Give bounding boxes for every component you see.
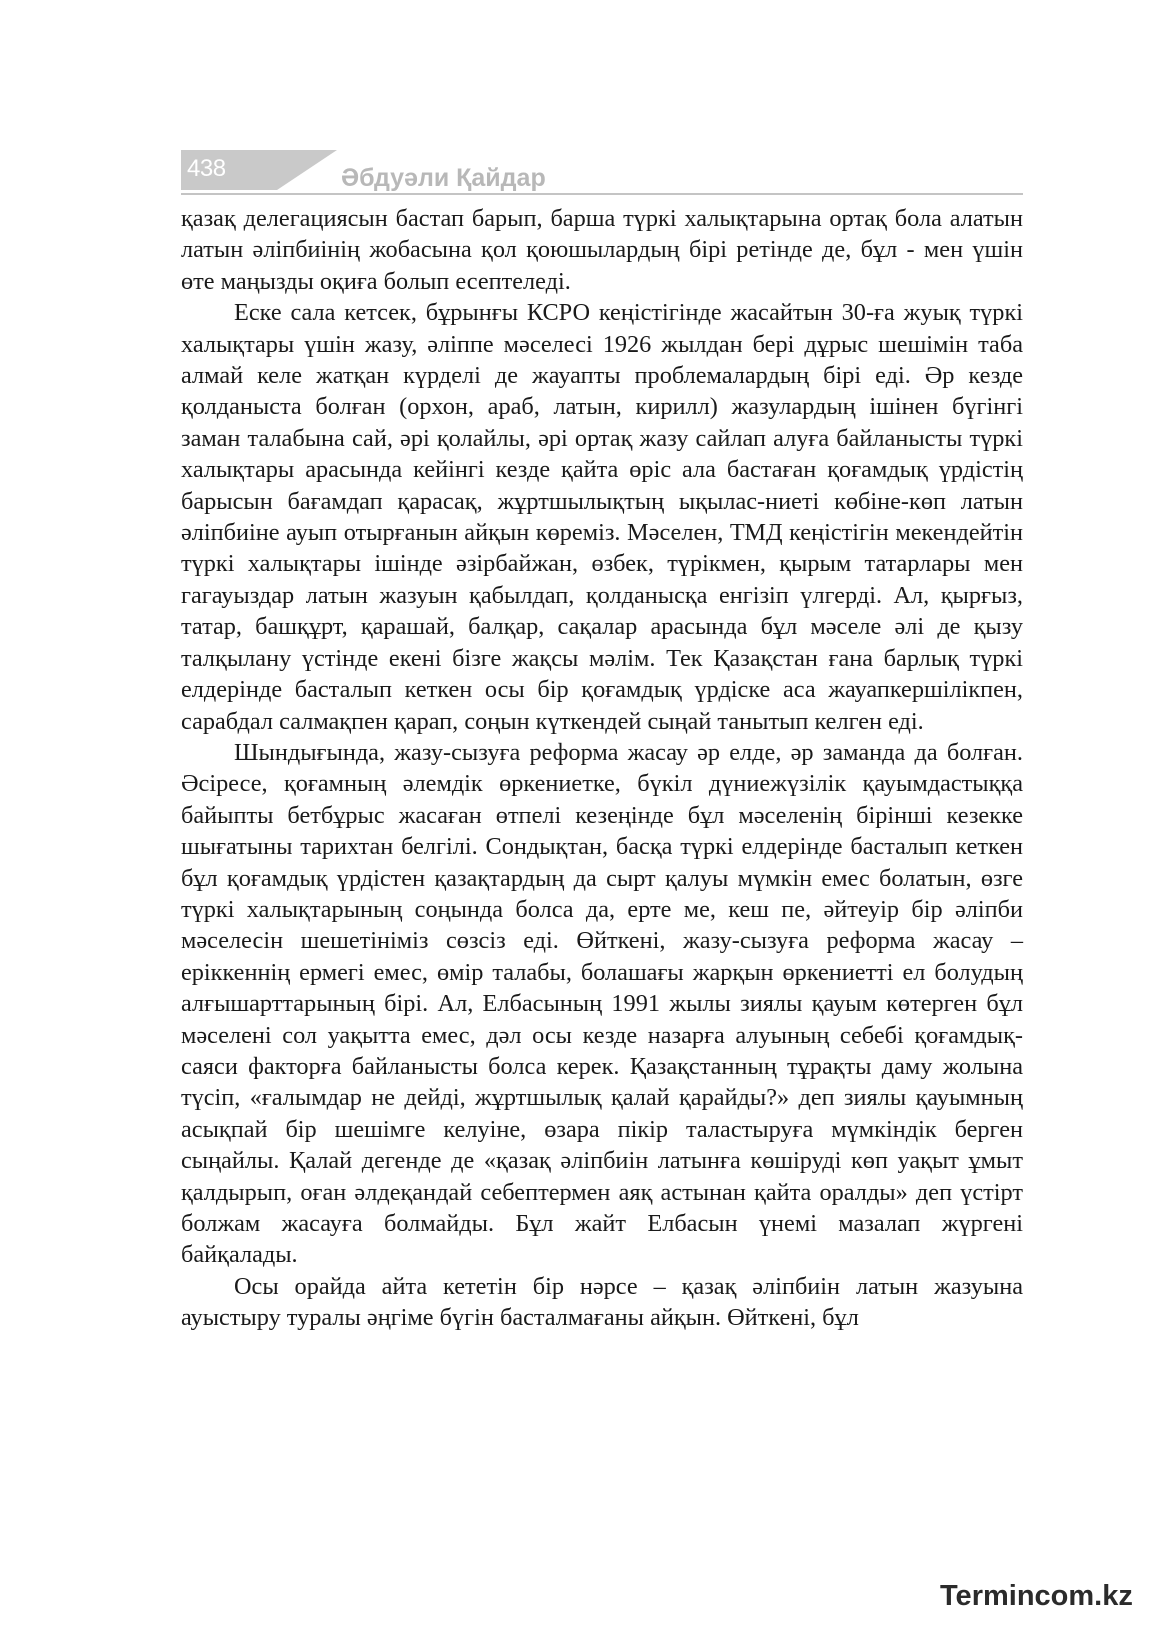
running-header — [181, 150, 1023, 196]
page-number-tab-arrow — [277, 150, 337, 190]
running-header-author: Әбдуәли Қайдар — [341, 164, 546, 192]
header-rule — [181, 193, 1023, 195]
body-text — [181, 203, 1023, 1334]
watermark-logo: Termincom.kz — [940, 1580, 1133, 1612]
paragraph-continued: қазақ делегациясын бастап барып, барша түркі халықтарына ортақ бола алатын латын әліпбиінің жобасына қол қоюшылардың бірі ретінде де, бұл - мен үшін өте маңызды оқиға болып есептеледі. — [181, 205, 1023, 295]
paragraph: Осы орайда айта кететін бір нәрсе – қазақ әліпбиін латын жазуына ауыстыру туралы әңгіме бүгін басталмағаны айқын. Өйткені, бұл — [181, 1272, 1023, 1332]
paragraph: Шындығында, жазу-сызуға реформа жасау әр елде, әр заманда да болған. Әсіресе, қоғамның әлемдік өркениетке, бүкіл дүниежүзілік қауымдастыққа байыпты бетбұрыс жасаған өтпелі кезеңінде бұл мәселенің бірінші кезекке шығатыны тарихтан белгілі. Сондықтан, басқа түркі елдерінде басталып кеткен бұл қоғамдық үрдістен қазақтардың да сырт қалуы мүмкін емес болатын, өзге түркі халықтарының соңында болса да, ерте ме, кеш пе, әйтеуір бір әліпби мәселесін шешетініміз сөзсіз еді. Өйткені, жазу-сызуға реформа жасау – еріккеннің ермегі емес, өмір талабы, болашағы жарқын өркениетті ел болудың алғышарттарының бірі. Ал, Елбасының 1991 жылы зиялы қауым көтерген бұл мәселені сол уақытта емес, дәл осы кезде назарға алуының себебі қоғамдық-саяси факторға байланысты болса керек. Қазақстанның тұрақты даму жолына түсіп, «ғалымдар не дейді, жұртшылық қалай қарайды?» деп зиялы қауымның асықпай бір шешімге келуіне, өзара пікір таластыруға мүмкіндік берген сыңайлы. Қалай дегенде де «қазақ әліпбиін латынға көшіруді көп уақыт ұмыт қалдырып, оған әлдеқандай себептермен аяқ астынан қайта оралды» деп үстірт болжам жасауға болмайды. Бұл жайт Елбасын үнемі мазалап жүргені байқалады. — [181, 738, 1023, 1269]
paragraph: Еске сала кетсек, бұрынғы КСРО кеңістігінде жасайтын 30-ға жуық түркі халықтары үшін жазу, әліппе мәселесі 1926 жылдан бері дұрыс шешімін таба алмай келе жатқан күрделі де жауапты проблемалардың бірі еді. Әр кезде қолданыста болған (орхон, араб, латын, кирилл) жазулардың ішінен бүгінгі заман талабына сай, әрі қолайлы, әрі ортақ жазу сайлап алуға байланысты түркі халықтары арасында кейінгі кезде қайта өріс ала бастаған қоғамдық үрдістің барысын бағамдап қарасақ, жұртшылықтың ықылас-ниеті көбіне-көп латын әліпбиіне ауып отырғанын айқын көреміз. Мәселен, ТМД кеңістігін мекендейтін түркі халықтары ішінде әзірбайжан, өзбек, түрікмен, қырым татарлары мен гагауыздар латын жазуын қабылдап, қолданысқа енгізіп үлгерді. Ал, қырғыз, татар, башқұрт, қарашай, балқар, сақалар арасында бұл мәселе әлі де қызу талқылану үстінде екені бізге жақсы мәлім. Тек Қазақстан ғана барлық түркі елдерінде басталып кеткен осы бір қоғамдық үрдіске аса жауапкершілікпен, сарабдал салмақпен қарап, соңын күткендей сыңай танытып келген еді. — [181, 299, 1023, 735]
page-number: 438 — [187, 155, 226, 182]
